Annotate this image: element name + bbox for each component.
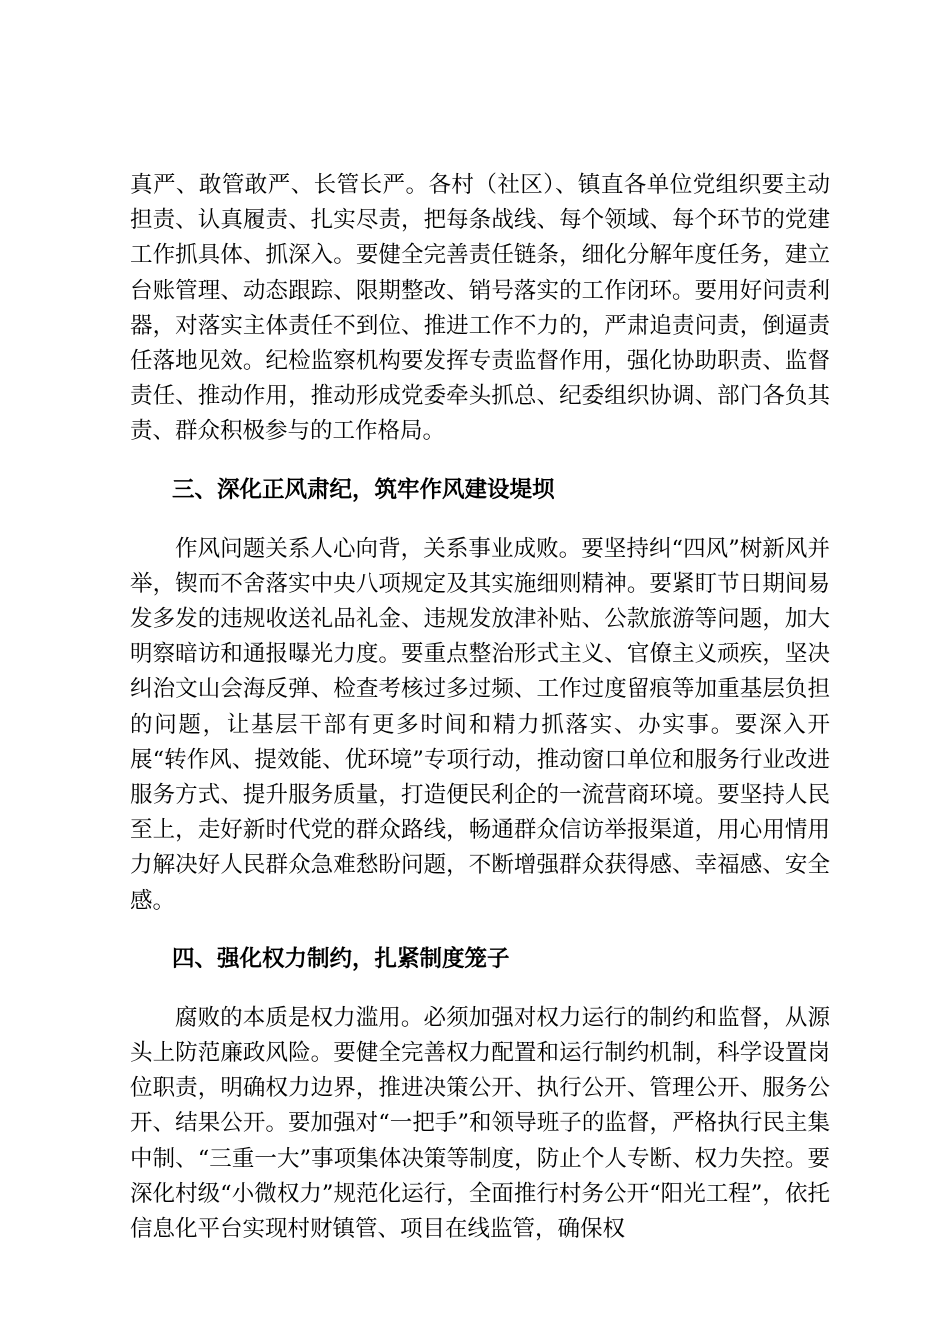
spacer [130,919,830,942]
section-heading-3: 三、深化正风肃纪，筑牢作风建设堤坝 [172,476,555,503]
document-body [130,168,830,1247]
spacer [130,508,830,532]
section-heading-4: 四、强化权力制约，扎紧制度笼子 [172,945,510,972]
body-paragraph-power-restraint: 腐败的本质是权力滥用。必须加强对权力运行的制约和监督，从源头上防范廉政风险。要健全完善权力配置和运行制约机制，科学设置岗位职责，明确权力边界，推进决策公开、执行公开、管理公开、服务公开、结果公开。要加强对“一把手”和领导班子的监督，严格执行民主集中制、“三重一大”事项集体决策等制度，防止个人专断、权力失控。要深化村级“小微权力”规范化运行，全面推行村务公开“阳光工程”，依托信息化平台实现村财镇管、项目在线监管，确保权 [130,1004,830,1243]
body-paragraph-work-style: 作风问题关系人心向背，关系事业成败。要坚持纠“四风”树新风并举，锲而不舍落实中央八项规定及其实施细则精神。要紧盯节日期间易发多发的违规收送礼品礼金、违规发放津补贴、公款旅游等问题，加大明察暗访和通报曝光力度。要重点整治形式主义、官僚主义顽疾，坚决纠治文山会海反弹、检查考核过多过频、工作过度留痕等加重基层负担的问题，让基层干部有更多时间和精力抓落实、办实事。要深入开展“转作风、提效能、优环境”专项行动，推动窗口单位和服务行业改进服务方式、提升服务质量，打造便民利企的一流营商环境。要坚持人民至上，走好新时代党的群众路线，畅通群众信访举报渠道，用心用情用力解决好人民群众急难愁盼问题，不断增强群众获得感、幸福感、安全感。 [130,535,830,914]
spacer [130,450,830,473]
spacer [130,977,830,1001]
body-paragraph-responsibility: 真严、敢管敢严、长管长严。各村（社区）、镇直各单位党组织要主动担责、认真履责、扎实尽责，把每条战线、每个领域、每个环节的党建工作抓具体、抓深入。要健全完善责任链条，细化分解年度任务，建立台账管理、动态跟踪、限期整改、销号落实的工作闭环。要用好问责利器，对落实主体责任不到位、推进工作不力的，严肃追责问责，倒逼责任落地见效。纪检监察机构要发挥专责监督作用，强化协助职责、监督责任、推动作用，推动形成党委牵头抓总、纪委组织协调、部门各负其责、群众积极参与的工作格局。 [130,172,830,445]
